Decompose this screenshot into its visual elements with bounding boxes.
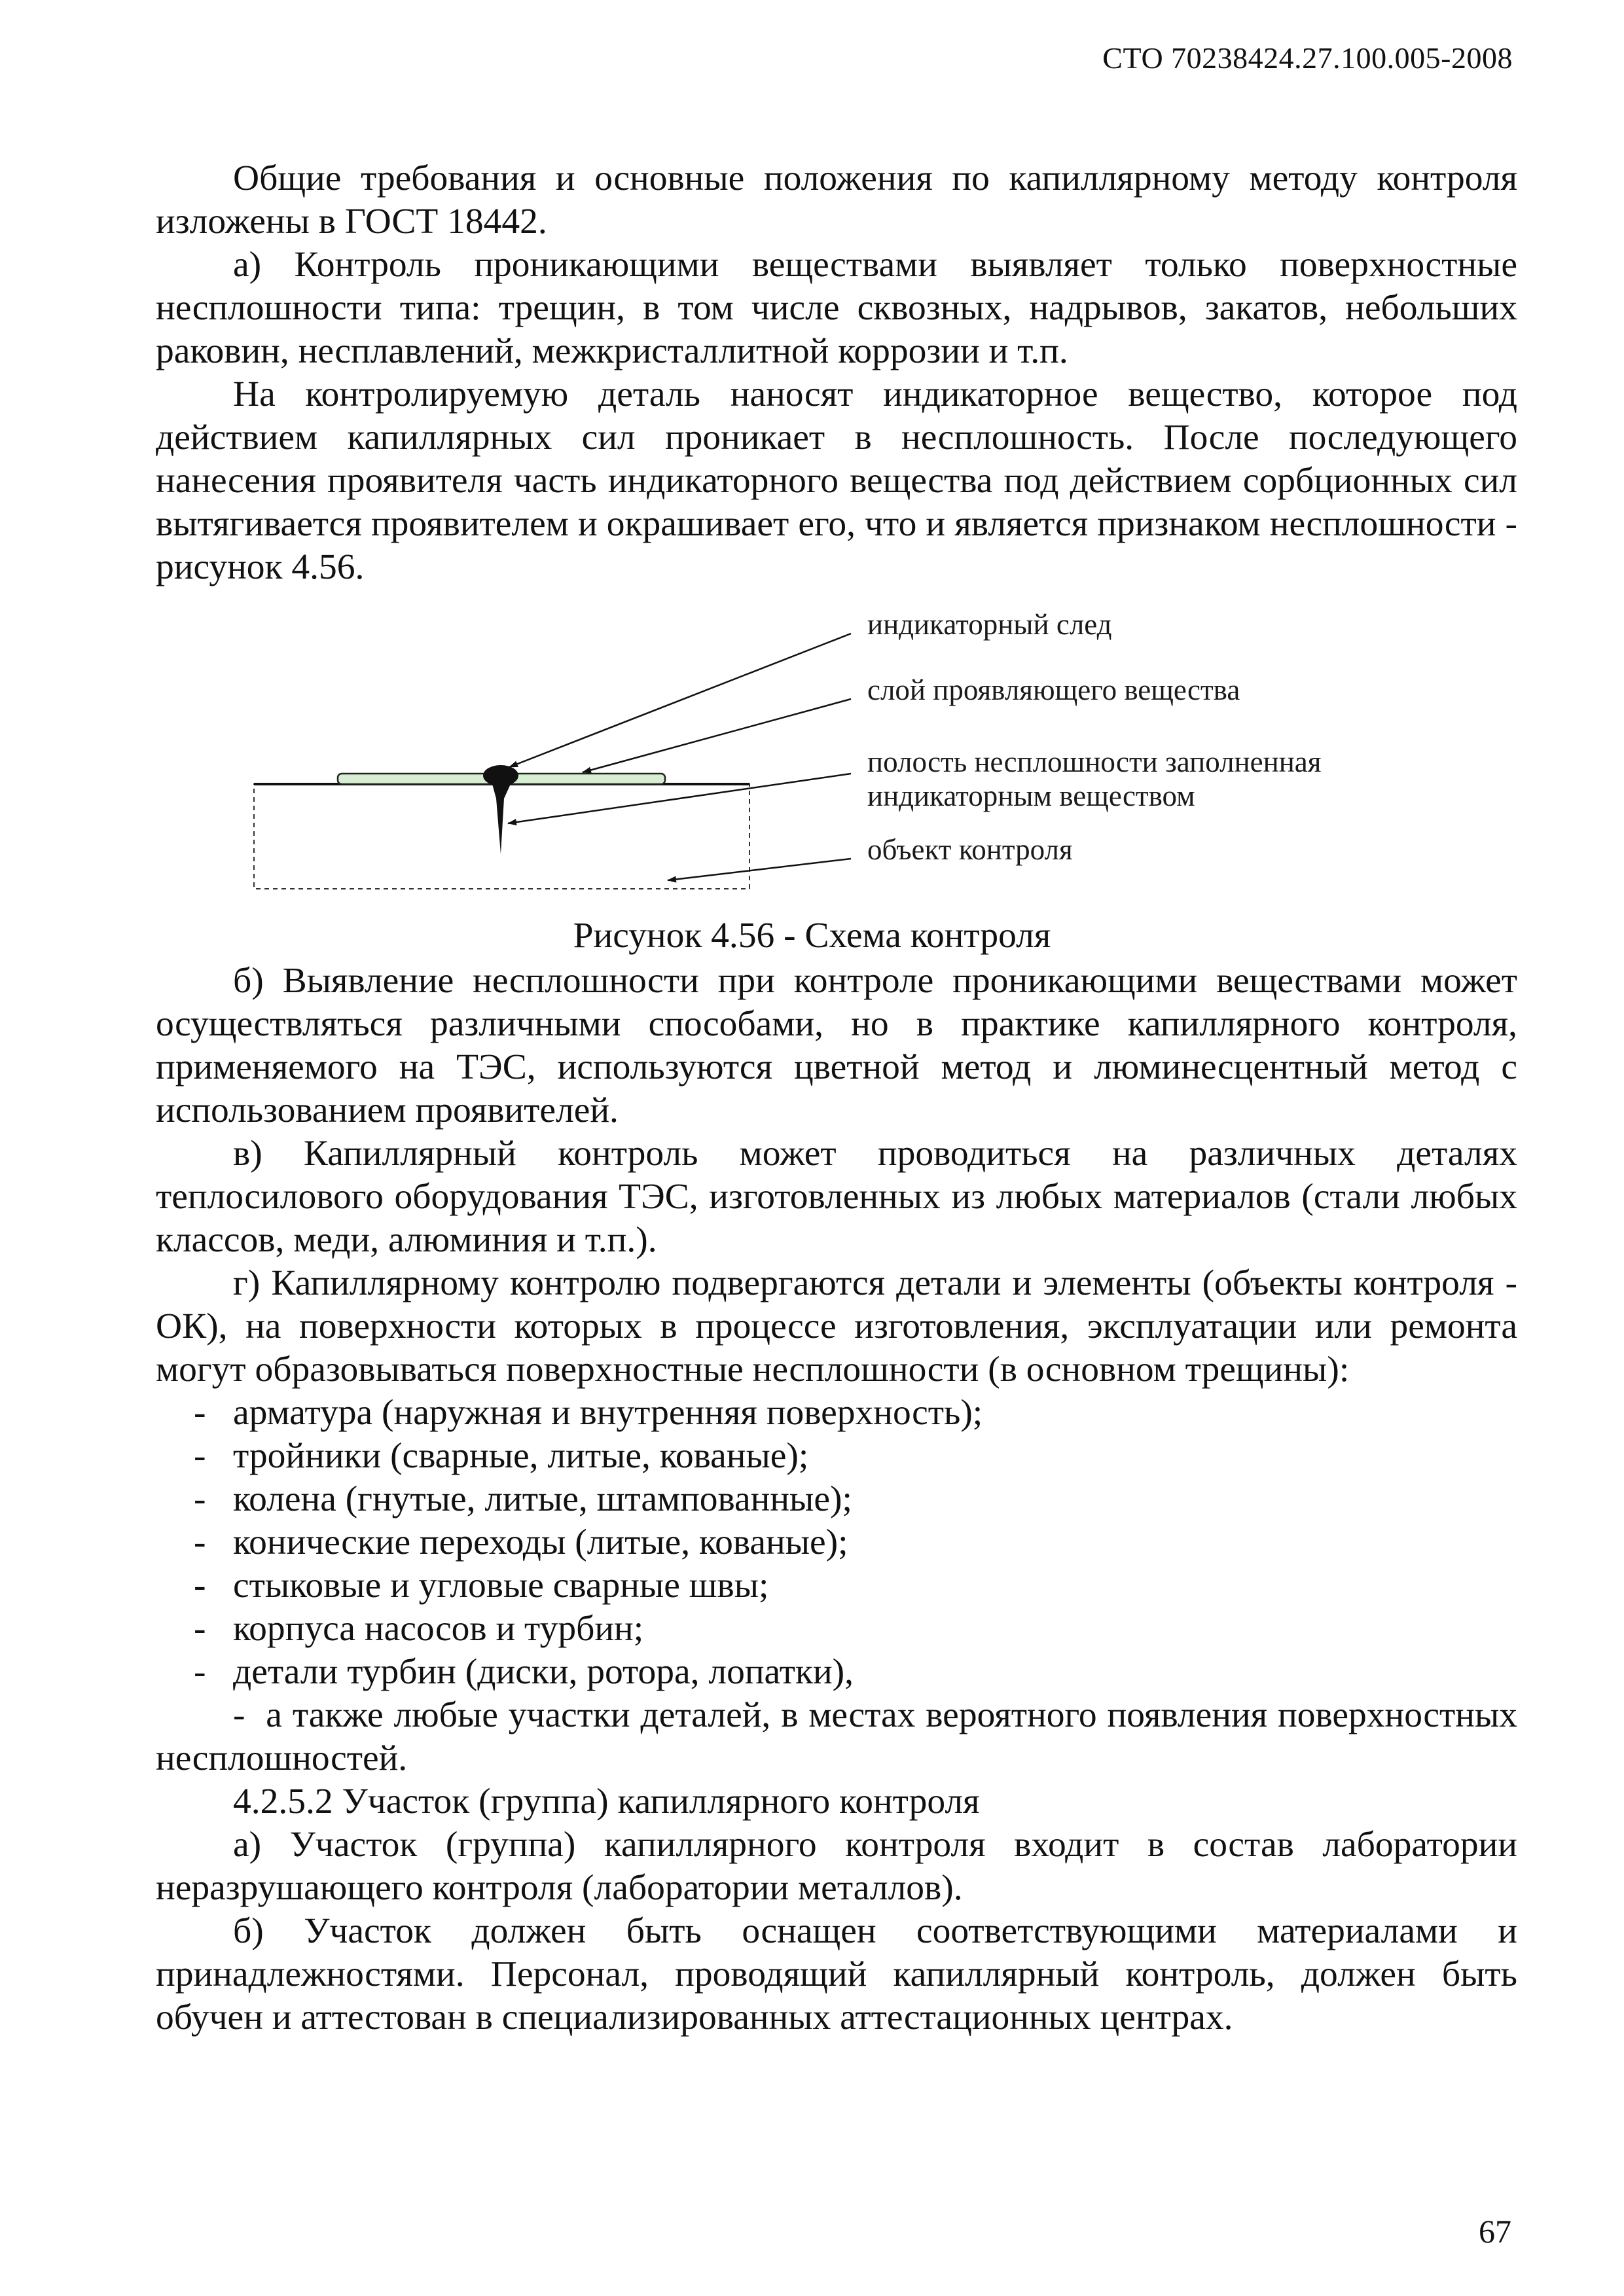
inspected-items-list: [156, 1391, 1517, 1780]
section-paragraph-a: а) Участок (группа) капиллярного контроля входит в состав лаборатории неразрушающего контроля (лаборатории металлов).: [156, 1825, 1517, 1908]
label-indicator-trace: индикаторный след: [867, 608, 1112, 641]
paragraph-g: г) Капиллярному контролю подвергаются детали и элементы (объекты контроля - ОК), на поверхности которых в процессе изготовления, эксплуатации или ремонта могут образовываться поверхностные несплошности (в основном трещины):: [156, 1263, 1517, 1390]
paragraph-a: а) Контроль проникающими веществами выявляет только поверхностные несплошности типа: трещин, в том числе сквозных, надрывов, закатов, небольших раковин, несплавлений, межкристаллитной коррозии и т.п.: [156, 245, 1517, 371]
list-item: - арматура (наружная и внутренняя поверхность);: [194, 1393, 983, 1433]
list-item: - детали турбин (диски, ротора, лопатки),: [194, 1652, 854, 1692]
paragraph-intro: Общие требования и основные положения по капиллярному методу контроля изложены в ГОСТ 18442.: [156, 158, 1517, 242]
list-item: - корпуса насосов и турбин;: [194, 1609, 644, 1649]
list-item: - стыковые и угловые сварные швы;: [194, 1566, 769, 1605]
document-code: СТО 70238424.27.100.005-2008: [1102, 41, 1513, 75]
list-item: - колена (гнутые, литые, штампованные);: [194, 1479, 852, 1519]
list-item: - тройники (сварные, литые, кованые);: [194, 1436, 809, 1476]
main-text: [156, 960, 1517, 2039]
paragraph-v: в) Капиллярный контроль может проводиться на различных деталях теплосилового оборудования ТЭС, изготовленных из любых материалов (стали любых классов, меди, алюминия и т.п.).: [156, 1134, 1517, 1260]
figure-caption: Рисунок 4.56 - Схема контроля: [573, 916, 1051, 956]
paragraph-b: б) Выявление несплошности при контроле проникающими веществами может осуществляться различными способами, но в практике капиллярного контроля, применяемого на ТЭС, используются цветной метод и люминесцентный метод с использованием проявителей.: [156, 961, 1517, 1130]
list-item: - а также любые участки деталей, в местах вероятного появления поверхностных несплошностей.: [156, 1695, 1518, 1778]
intro-text: [156, 157, 1517, 589]
arrow-indicator-trace: [509, 634, 851, 767]
section-paragraph-b: б) Участок должен быть оснащен соответствующими материалами и принадлежностями. Персонал, проводящий капиллярный контроль, должен быть обучен и аттестован в специализированных аттестационных центрах.: [156, 1911, 1517, 2037]
label-developer-layer: слой проявляющего вещества: [867, 673, 1240, 706]
page-number: 67: [1479, 2213, 1511, 2250]
arrow-developer-layer: [583, 699, 851, 772]
section-title: 4.2.5.2 Участок (группа) капиллярного контроля: [233, 1782, 980, 1821]
crack-cavity: [492, 784, 511, 854]
paragraph-principle: На контролируемую деталь наносят индикаторное вещество, которое под действием капиллярных сил проникает в несплошность. После последующего нанесения проявителя часть индикаторного вещества под действием сорбционных сил вытягивается проявителем и окрашивает его, что и является признаком несплошности - рисунок 4.56.: [156, 374, 1517, 587]
figure-4-56: [249, 602, 1492, 910]
label-cavity-line2: индикаторным веществом: [867, 780, 1195, 812]
arrow-object: [668, 859, 851, 880]
list-item: - конические переходы (литые, кованые);: [194, 1522, 848, 1562]
indicator-trace: [483, 765, 518, 786]
label-cavity-line1: полость несплошности заполненная: [867, 745, 1322, 778]
label-object: объект контроля: [867, 833, 1073, 866]
